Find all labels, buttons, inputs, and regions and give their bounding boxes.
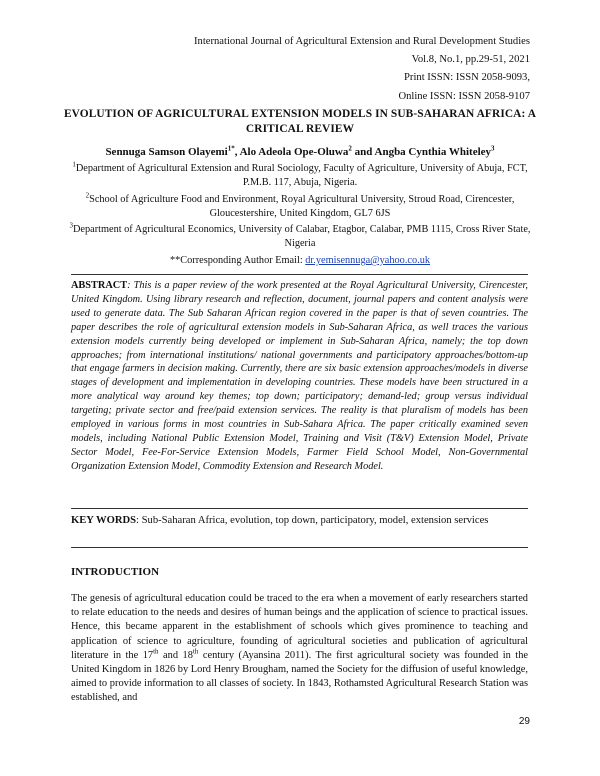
divider bbox=[71, 547, 528, 548]
affiliation bbox=[60, 162, 540, 190]
keywords-label: KEY WORDS bbox=[71, 515, 137, 526]
journal-name: International Journal of Agricultural Extension and Rural Development Studies bbox=[194, 36, 530, 47]
paper-title: EVOLUTION OF AGRICULTURAL EXTENSION MODELS IN SUB-SAHARAN AFRICA: A CRITICAL REVIEW bbox=[63, 108, 537, 135]
author-sup: 3 bbox=[491, 144, 495, 153]
keywords-text: : Sub-Saharan Africa, evolution, top down, participatory, model, extension services bbox=[136, 515, 489, 526]
affiliation-text: Department of Agricultural Economics, University of Calabar, Etagbor, Calabar, PMB 1115, Cross River State, Nigeria bbox=[72, 224, 531, 249]
author-sup: 2 bbox=[348, 144, 352, 153]
author-name: , Alo Adeola Ope-Oluwa bbox=[234, 146, 349, 158]
divider bbox=[71, 508, 528, 509]
email-link[interactable]: dr.yemisennuga@yahoo.co.uk bbox=[305, 255, 430, 266]
affiliation bbox=[60, 193, 540, 221]
print-issn: Print ISSN: ISSN 2058-9093, bbox=[404, 72, 530, 83]
author-list bbox=[60, 146, 540, 158]
corresponding-author bbox=[60, 255, 540, 266]
abstract bbox=[71, 279, 528, 474]
section-heading: INTRODUCTION bbox=[71, 566, 160, 578]
corresponding-label: **Corresponding Author Email: bbox=[169, 255, 306, 266]
journal-volume: Vol.8, No.1, pp.29-51, 2021 bbox=[411, 54, 530, 65]
abstract-label: ABSTRACT bbox=[71, 280, 128, 291]
affiliation-text: School of Agriculture Food and Environment, Royal Agricultural University, Stroud Road, Cirencester, Gloucestershire, United Kingdom, GL7 6JS bbox=[89, 194, 515, 219]
keywords bbox=[71, 514, 528, 528]
page-number: 29 bbox=[518, 716, 530, 727]
body-paragraph bbox=[71, 592, 528, 706]
affiliation-sup: 1 bbox=[72, 160, 76, 169]
ordinal-sup: th bbox=[153, 647, 159, 656]
author-name: Sennuga Samson Olayemi bbox=[105, 146, 228, 158]
author-name: and Angba Cynthia Whiteley bbox=[351, 146, 492, 158]
online-issn: Online ISSN: ISSN 2058-9107 bbox=[398, 91, 530, 102]
affiliation bbox=[60, 223, 540, 251]
affiliation-sup: 2 bbox=[85, 191, 90, 200]
affiliation-text: Department of Agricultural Extension and Rural Sociology, Faculty of Agriculture, University of Abuja, FCT, P.M.B. 117, Abuja, Nigeria. bbox=[75, 163, 528, 188]
divider bbox=[71, 274, 528, 275]
body-text: and 18 bbox=[158, 649, 193, 661]
abstract-text: : This is a paper review of the work presented at the Royal Agricultural University, Cirencester, United Kingdom. Using library research and reflection, document, journal papers and content analysis were used to generate data. The Sub Saharan African region covered in the paper is that of seven countries. The paper describes the role of agricultural extension models in Sub-Saharan Africa, as well traces the various extension models currently being developed or implement in Sub-Saharan Africa, namely; the top down approaches; from international institutions/ national governments and participatory approaches/bottom-up that engage farmers in decision making. Currently, there are six basic extension approaches/models in diverse stages of development and implementation in developing countries. These models have been structured in a more analytical way around key themes; top down; participatory; demand-led; group versus individual targeting; private sector and free/paid extension services. The reality is that pluralism of models has been employed in various forms in most countries in Sub-Sahara Africa. The paper critically examined seven models, including National Public Extension Model, Training and Visit (T&V) Extension Model, Private Sector Model, Fee-For-Service Extension Models, Farmer Field School Model, Non-Governmental Organization Extension Model, Commodity Extension and Research Model. bbox=[71, 280, 528, 472]
body-text: The genesis of agricultural education could be traced to the era when a movement of early researchers started to relate education to the needs and desires of human beings and the application of science to practical issues. Hence, this became apparent in the establishment of schools which gives prominence to teaching and application of science to agriculture, founding of agricultural societies and publication of agricultural literature in the 17 bbox=[71, 593, 528, 661]
body-text: century (Ayansina 2011). The first agricultural society was founded in the United Kingdom in 1826 by Lord Henry Brougham, named the Society for the diffusion of useful knowledge, aimed to provide information to all classes of society. In 1843, Rothamsted Agricultural Research Station was established, and bbox=[71, 649, 528, 704]
affiliation-sup: 3 bbox=[69, 221, 73, 230]
author-sup: 1* bbox=[227, 144, 235, 153]
ordinal-sup: th bbox=[192, 647, 199, 656]
